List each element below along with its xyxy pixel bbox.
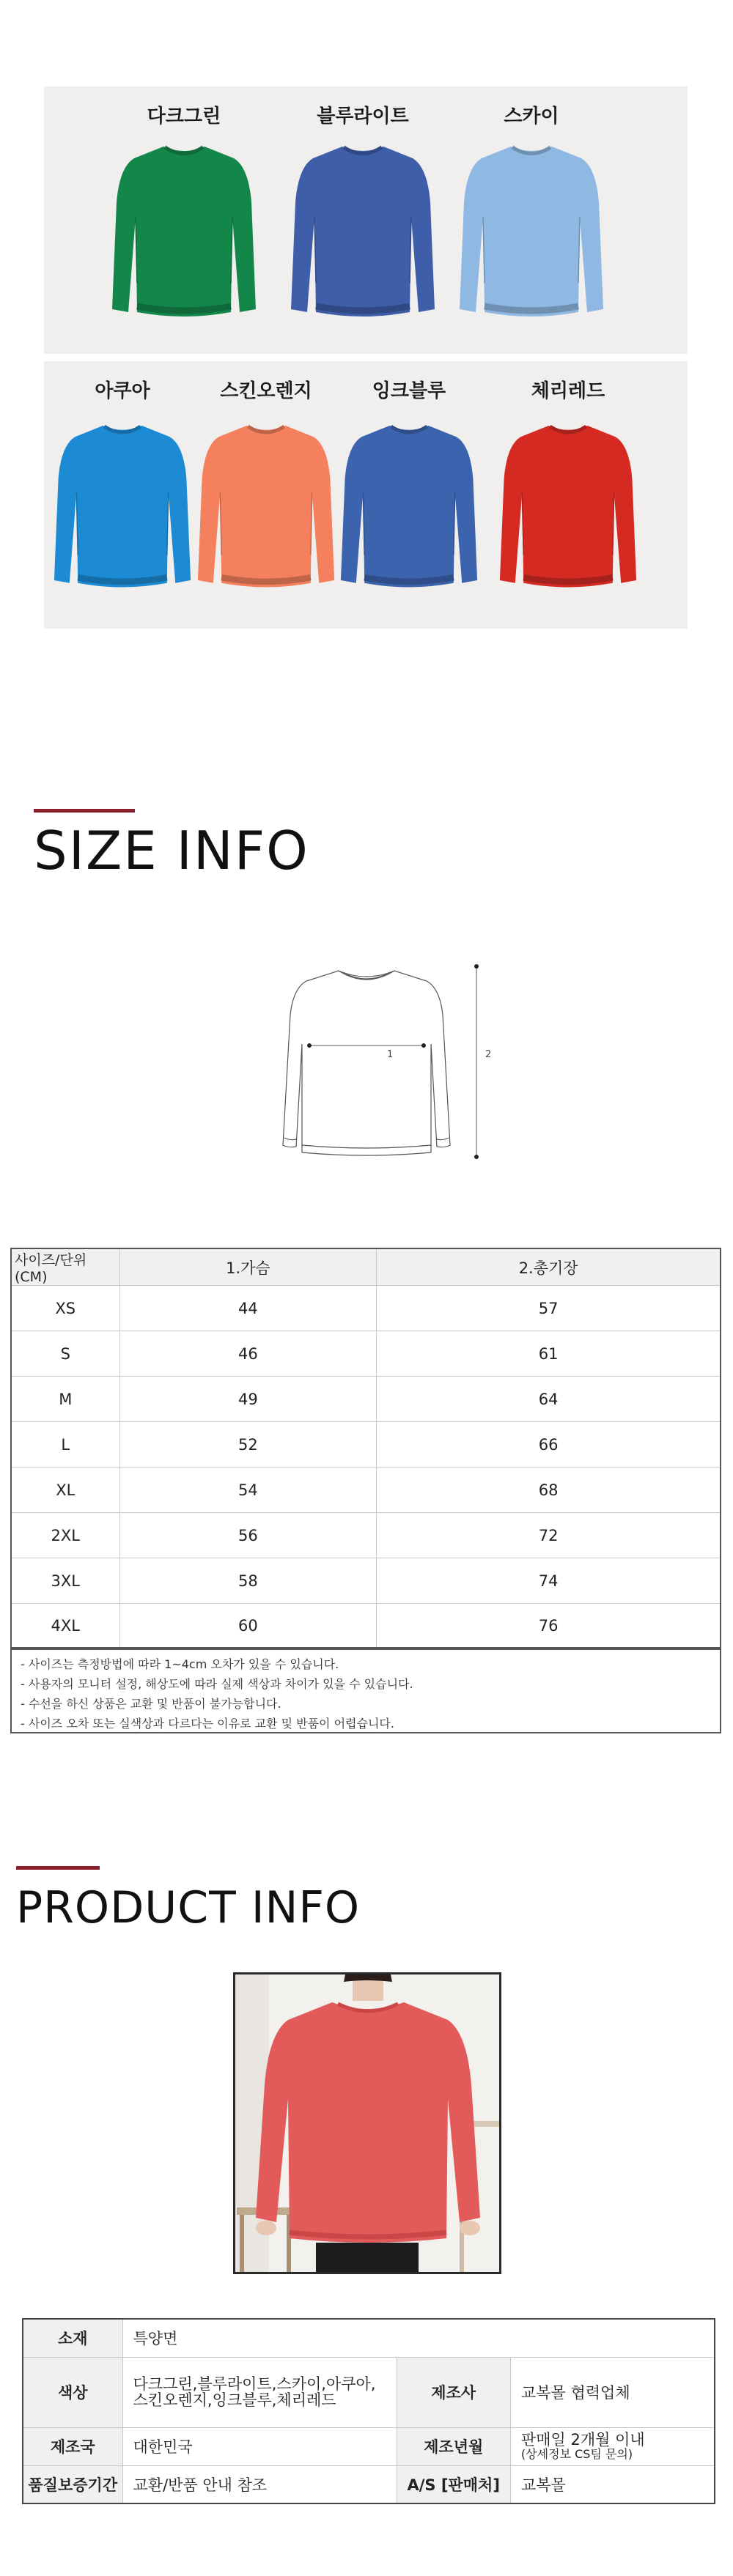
length-cell: 66 — [377, 1422, 721, 1467]
color-panel-top — [44, 86, 688, 354]
swatch-ink-blue — [339, 379, 479, 609]
table-row — [11, 1513, 721, 1558]
color-label: 색상 — [23, 2357, 122, 2427]
product-info-table — [22, 2318, 715, 2504]
chest-measure-label: 1 — [387, 1049, 394, 1060]
size-notes — [10, 1647, 721, 1733]
date-label: 제조년월 — [397, 2427, 510, 2465]
note-item: - 사이즈는 측정방법에 따라 1~4cm 오차가 있을 수 있습니다. — [21, 1657, 339, 1671]
size-table-header-row — [11, 1248, 721, 1286]
heading-accent-bar — [16, 1866, 100, 1870]
table-row — [11, 1467, 721, 1513]
length-cell: 72 — [377, 1513, 721, 1558]
warranty-value: 교환/반품 안내 참조 — [122, 2465, 397, 2503]
table-row — [11, 1422, 721, 1467]
size-cell: 3XL — [11, 1558, 119, 1604]
color-value-line: 다크그린,블루라이트,스카이,아쿠아, — [133, 2375, 376, 2393]
table-row — [23, 2319, 715, 2357]
sweatshirt-body — [54, 426, 191, 587]
chest-cell: 49 — [119, 1377, 377, 1422]
heading-accent-bar — [34, 809, 135, 813]
chest-cell: 60 — [119, 1604, 377, 1649]
table-row — [23, 2465, 715, 2503]
note-item: - 수선을 하신 상품은 교환 및 반품이 불가능합니다. — [21, 1697, 281, 1711]
sweatshirt-icon — [111, 136, 257, 334]
sweatshirt-icon — [290, 136, 436, 334]
size-info-heading — [34, 809, 309, 880]
length-cell: 61 — [377, 1331, 721, 1377]
as-label: A/S [판매처] — [397, 2465, 510, 2503]
sweatshirt-body — [112, 147, 256, 317]
sweatshirt-icon — [53, 411, 192, 609]
material-label: 소재 — [23, 2319, 122, 2357]
product-info-heading — [16, 1866, 360, 1937]
date-value — [510, 2427, 715, 2465]
table-row — [11, 1331, 721, 1377]
country-label: 제조국 — [23, 2427, 122, 2465]
sweatshirt-body — [341, 426, 477, 587]
size-cell: L — [11, 1422, 119, 1467]
note-item: - 사용자의 모니터 설정, 해상도에 따라 실제 색상과 차이가 있을 수 있습니다. — [21, 1677, 413, 1691]
table-row — [23, 2427, 715, 2465]
length-cell: 68 — [377, 1467, 721, 1513]
swatch-label: 스카이 — [504, 106, 559, 127]
swatch-label: 잉크블루 — [372, 380, 446, 402]
note-item: - 사이즈 오차 또는 실색상과 다르다는 이유로 교환 및 반품이 어렵습니다. — [21, 1717, 394, 1731]
color-panel-bottom — [44, 361, 688, 629]
table-row — [11, 1286, 721, 1331]
maker-label: 제조사 — [397, 2357, 510, 2427]
size-table — [10, 1248, 721, 1650]
chest-cell: 56 — [119, 1513, 377, 1558]
sweatshirt-body — [198, 426, 334, 587]
length-cell: 64 — [377, 1377, 721, 1422]
chest-cell: 44 — [119, 1286, 377, 1331]
maker-value: 교복몰 협력업체 — [510, 2357, 715, 2427]
sweatshirt-icon — [339, 411, 479, 609]
swatch-label: 다크그린 — [147, 106, 221, 127]
table-row — [11, 1604, 721, 1649]
table-row — [11, 1377, 721, 1422]
color-value — [122, 2357, 397, 2427]
swatch-label: 스킨오렌지 — [220, 380, 312, 402]
table-row — [11, 1558, 721, 1604]
size-cell: XL — [11, 1467, 119, 1513]
date-value-note: (상세정보 CS팀 문의) — [520, 2447, 633, 2461]
length-cell: 74 — [377, 1558, 721, 1604]
product-info-title: PRODUCT INFO — [16, 1882, 361, 1933]
length-cell: 57 — [377, 1286, 721, 1331]
warranty-label: 품질보증기간 — [23, 2465, 122, 2503]
header-size-unit: 사이즈/단위(CM) — [11, 1248, 119, 1286]
swatch-label: 아쿠아 — [95, 380, 150, 402]
model-wearing-sweatshirt-image — [235, 1974, 499, 2272]
sweatshirt-icon — [498, 411, 638, 609]
swatch-sky — [454, 104, 608, 334]
sweatshirt-body — [500, 426, 636, 587]
chest-cell: 58 — [119, 1558, 377, 1604]
sweatshirt-body — [460, 147, 603, 317]
sweatshirt-icon — [458, 136, 605, 334]
swatch-cherry-red — [498, 379, 638, 609]
size-cell: 4XL — [11, 1604, 119, 1649]
as-value: 교복몰 — [510, 2465, 715, 2503]
size-cell: S — [11, 1331, 119, 1377]
swatch-label: 체리레드 — [531, 380, 605, 402]
size-cell: XS — [11, 1286, 119, 1331]
swatch-label: 블루라이트 — [317, 106, 409, 127]
chest-cell: 46 — [119, 1331, 377, 1377]
header-length: 2.총기장 — [377, 1248, 721, 1286]
size-info-title: SIZE INFO — [34, 820, 309, 881]
length-measure-label: 2 — [485, 1049, 492, 1060]
chest-cell: 54 — [119, 1467, 377, 1513]
date-value-line: 판매일 2개월 이내 — [520, 2431, 645, 2449]
size-cell: 2XL — [11, 1513, 119, 1558]
chest-cell: 52 — [119, 1422, 377, 1467]
color-value-line: 스킨오렌지,잉크블루,체리레드 — [133, 2391, 336, 2409]
table-row — [23, 2357, 715, 2427]
product-photo — [233, 1972, 501, 2274]
material-value: 특양면 — [122, 2319, 715, 2357]
size-cell: M — [11, 1377, 119, 1422]
swatch-aqua — [53, 379, 192, 609]
length-cell: 76 — [377, 1604, 721, 1649]
sweatshirt-body — [291, 147, 435, 317]
swatch-dark-green — [107, 104, 261, 334]
sweatshirt-icon — [196, 411, 336, 609]
swatch-skin-orange — [196, 379, 336, 609]
country-value: 대한민국 — [122, 2427, 397, 2465]
header-chest: 1.가슴 — [119, 1248, 377, 1286]
swatch-blue-light — [286, 104, 440, 334]
size-diagram — [257, 956, 498, 1169]
